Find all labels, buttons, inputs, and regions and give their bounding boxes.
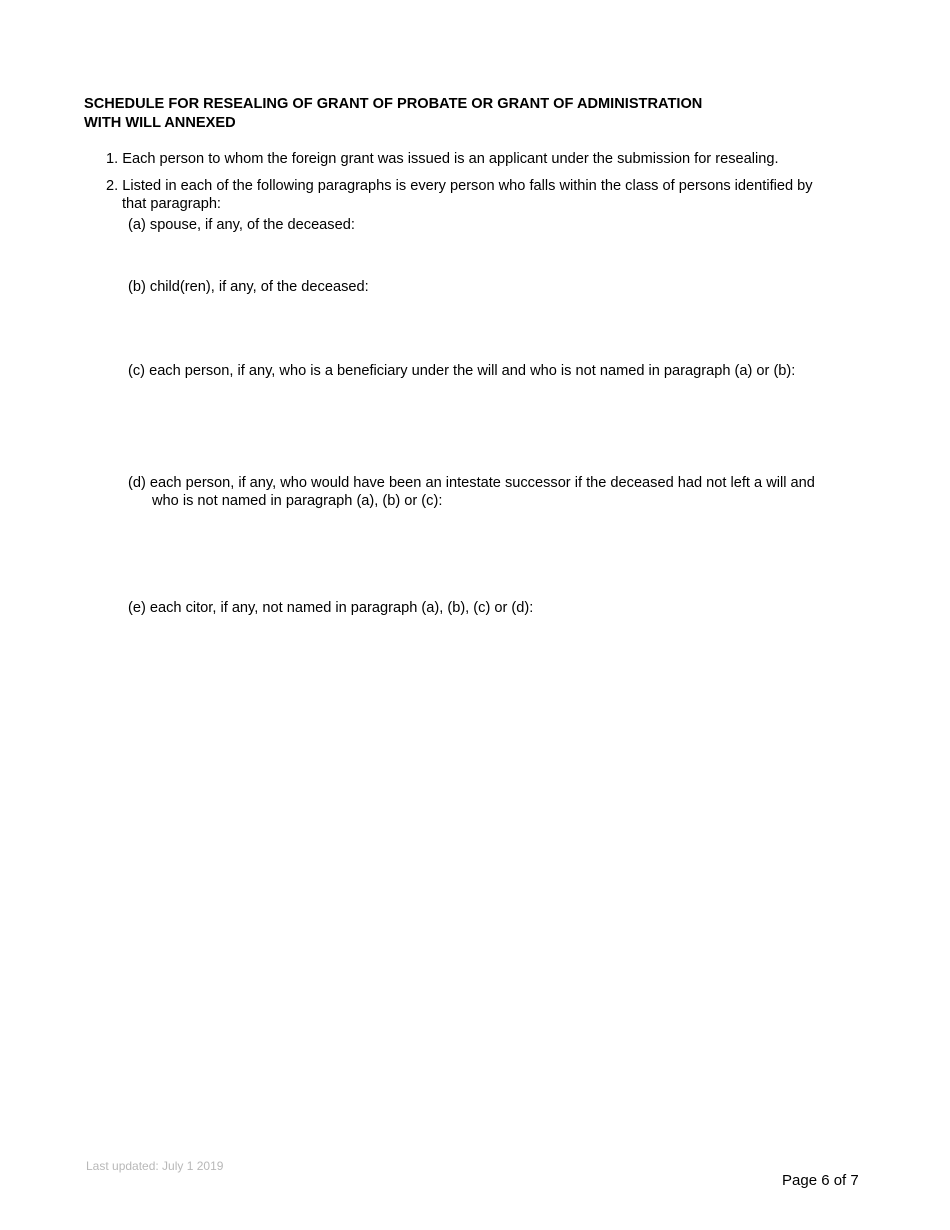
paragraph-a: (a) spouse, if any, of the deceased: (128, 217, 355, 233)
last-updated: Last updated: July 1 2019 (86, 1159, 224, 1173)
item-2-line-2: that paragraph: (122, 196, 221, 212)
paragraph-e: (e) each citor, if any, not named in paragraph (a), (b), (c) or (d): (128, 600, 534, 616)
paragraph-b: (b) child(ren), if any, of the deceased: (128, 279, 369, 295)
title-line-2: WITH WILL ANNEXED (84, 115, 236, 131)
paragraph-d-line-2: who is not named in paragraph (a), (b) or (c): (152, 493, 443, 509)
item-2-line-1: 2. Listed in each of the following paragraphs is every person who falls within the class of persons identified by (106, 178, 813, 194)
page-number: Page 6 of 7 (782, 1172, 859, 1189)
item-1: 1. Each person to whom the foreign grant was issued is an applicant under the submission for resealing. (106, 151, 779, 167)
document-title (84, 95, 702, 133)
paragraph-d-line-1: (d) each person, if any, who would have been an intestate successor if the deceased had not left a will and (128, 475, 815, 491)
paragraph-c: (c) each person, if any, who is a beneficiary under the will and who is not named in paragraph (a) or (b): (128, 363, 796, 379)
title-line-1: SCHEDULE FOR RESEALING OF GRANT OF PROBATE OR GRANT OF ADMINISTRATION (84, 96, 703, 112)
